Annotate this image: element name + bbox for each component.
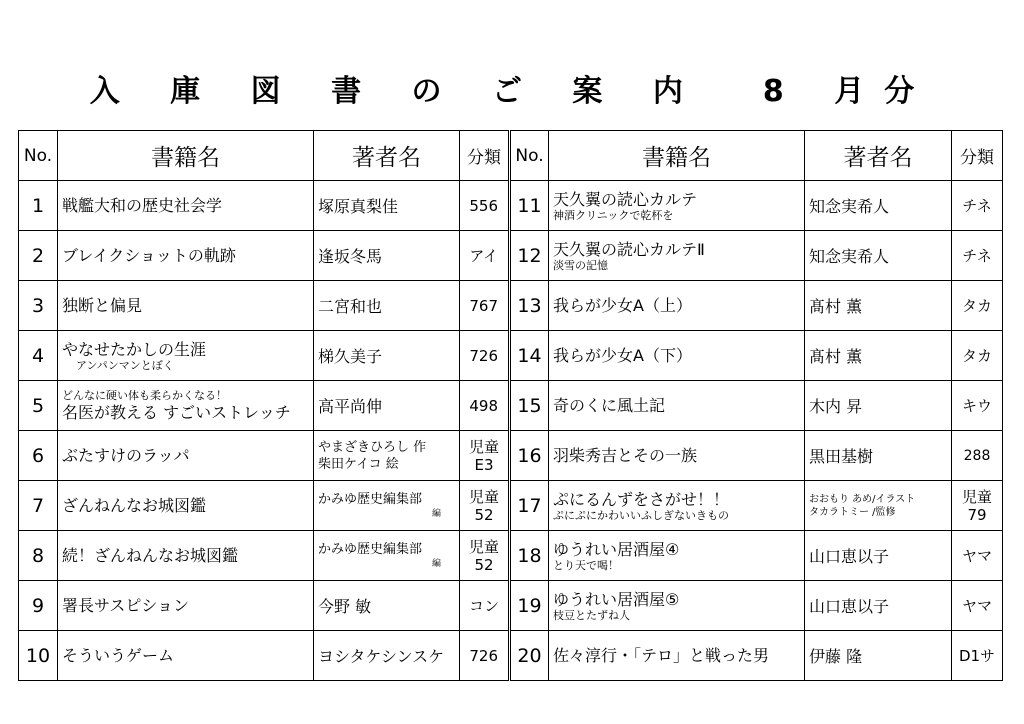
book-subtitle: ぷにぷにかわいいふしぎないきもの	[553, 508, 729, 522]
book-title-text: ぶたすけのラッパ	[62, 446, 190, 465]
table-row	[19, 281, 1003, 331]
book-author: 山口恵以子	[805, 531, 952, 581]
book-list-table	[18, 130, 1003, 681]
book-title	[549, 431, 805, 481]
book-title-text: ぷにるんずをさがせ！！	[553, 489, 730, 509]
book-category: ヤマ	[952, 531, 1003, 581]
header-category-right: 分類	[952, 131, 1003, 181]
book-author: 高平尚伸	[314, 381, 460, 431]
book-title	[58, 381, 314, 431]
book-category-line: E3	[474, 455, 494, 474]
book-title-text: 続！ざんねんなお城図鑑	[62, 546, 239, 565]
book-number: 5	[19, 381, 58, 431]
book-category: 767	[460, 281, 510, 331]
book-number: 10	[19, 631, 58, 681]
book-category	[460, 431, 510, 481]
table-row	[19, 231, 1003, 281]
book-number: 4	[19, 331, 58, 381]
book-title	[58, 631, 314, 681]
book-title	[549, 331, 805, 381]
table-row	[19, 181, 1003, 231]
book-author-line: タカラトミー /監修	[809, 506, 896, 518]
header-category-left: 分類	[460, 131, 510, 181]
header-row	[19, 131, 1003, 181]
book-number: 9	[19, 581, 58, 631]
book-author: 髙村 薫	[805, 281, 952, 331]
book-category: 556	[460, 181, 510, 231]
book-author-line: かみゆ歴史編集部	[318, 542, 423, 557]
book-title	[549, 281, 805, 331]
book-author: 逢坂冬馬	[314, 231, 460, 281]
book-category: タカ	[952, 281, 1003, 331]
book-category	[460, 481, 510, 531]
book-title-text: ゆうれい居酒屋④	[553, 539, 680, 559]
book-title-text: 独断と偏見	[62, 296, 143, 315]
book-category-line: 52	[474, 555, 494, 574]
book-author: 山口恵以子	[805, 581, 952, 631]
book-title	[58, 331, 314, 381]
book-category-line: 児童	[468, 537, 499, 556]
book-subtitle: とり天で喝！	[553, 558, 619, 572]
book-title-text: 戦艦大和の歴史社会学	[62, 196, 223, 215]
book-title-text: 羽柴秀吉とその一族	[553, 446, 698, 465]
book-title-text: ブレイクショットの軌跡	[62, 246, 236, 265]
book-title	[549, 231, 805, 281]
book-category: チネ	[952, 231, 1003, 281]
book-category-line: 児童	[468, 487, 499, 506]
book-number: 20	[510, 631, 549, 681]
header-book-title-left: 書籍名	[58, 131, 314, 181]
header-author-left: 著者名	[314, 131, 460, 181]
book-category: 726	[460, 631, 510, 681]
book-category: 498	[460, 381, 510, 431]
book-title	[549, 531, 805, 581]
book-author: 髙村 薫	[805, 331, 952, 381]
book-author: 塚原真梨佳	[314, 181, 460, 231]
book-title-text: 我らが少女A（上）	[553, 296, 692, 315]
book-title	[549, 381, 805, 431]
book-subtitle: 神酒クリニックで乾杯を	[553, 208, 674, 222]
book-title-text: そういうゲーム	[62, 646, 175, 665]
book-title	[549, 181, 805, 231]
book-category: D1サ	[952, 631, 1003, 681]
book-category: タカ	[952, 331, 1003, 381]
book-author-role: 編	[431, 559, 441, 569]
book-author: 知念実希人	[805, 181, 952, 231]
book-author	[314, 531, 460, 581]
book-number: 19	[510, 581, 549, 631]
book-title	[58, 481, 314, 531]
book-title	[58, 281, 314, 331]
book-author: 今野 敏	[314, 581, 460, 631]
book-title-text: 我らが少女A（下）	[553, 346, 692, 365]
header-no-right: No.	[510, 131, 549, 181]
table-row	[19, 431, 1003, 481]
book-category-line: 79	[967, 505, 987, 524]
book-title	[58, 231, 314, 281]
book-category: コン	[460, 581, 510, 631]
book-title-text: 署長サスピション	[62, 596, 190, 615]
book-author-role: 編	[431, 509, 441, 519]
book-title	[549, 631, 805, 681]
book-number: 2	[19, 231, 58, 281]
title-month: 8 月分	[762, 74, 935, 109]
book-number: 13	[510, 281, 549, 331]
book-author: 知念実希人	[805, 231, 952, 281]
table-row	[19, 531, 1003, 581]
book-author	[314, 431, 460, 481]
book-number: 17	[510, 481, 549, 531]
book-title-text: ざんねんなお城図鑑	[62, 496, 207, 515]
book-title-text: 佐々淳行・「テロ」と戦った男	[553, 646, 770, 665]
book-number: 12	[510, 231, 549, 281]
book-title	[58, 431, 314, 481]
book-number: 15	[510, 381, 549, 431]
book-title-text: 奇のくに風土記	[553, 396, 666, 415]
book-number: 14	[510, 331, 549, 381]
book-author-line: かみゆ歴史編集部	[318, 492, 423, 507]
book-number: 11	[510, 181, 549, 231]
book-author: 梯久美子	[314, 331, 460, 381]
book-category: 288	[952, 431, 1003, 481]
book-category-line: 52	[474, 505, 494, 524]
title-text: 入 庫 図 書 の ご 案 内	[89, 74, 703, 109]
book-subtitle: 枝豆とたずね人	[553, 608, 630, 622]
table-row	[19, 631, 1003, 681]
book-category: キウ	[952, 381, 1003, 431]
book-author-line: 柴田ケイコ 絵	[318, 456, 399, 472]
book-author: 二宮和也	[314, 281, 460, 331]
book-title	[58, 531, 314, 581]
book-title	[58, 181, 314, 231]
book-author-line: おおもり あめ/イラスト	[809, 493, 916, 505]
book-author	[805, 481, 952, 531]
book-category	[460, 531, 510, 581]
header-no-left: No.	[19, 131, 58, 181]
header-author-right: 著者名	[805, 131, 952, 181]
book-category: チネ	[952, 181, 1003, 231]
book-title-text: 名医が教える すごいストレッチ	[62, 403, 291, 422]
book-category-line: 児童	[961, 487, 992, 506]
book-title	[58, 581, 314, 631]
book-category: アイ	[460, 231, 510, 281]
book-author-line: やまざきひろし 作	[318, 439, 427, 455]
book-number: 18	[510, 531, 549, 581]
book-number: 16	[510, 431, 549, 481]
book-title	[549, 481, 805, 531]
book-title-text: 天久翼の読心カルテⅡ	[553, 239, 705, 259]
table-row	[19, 331, 1003, 381]
table-row	[19, 381, 1003, 431]
book-author: 黒田基樹	[805, 431, 952, 481]
book-number: 6	[19, 431, 58, 481]
book-title	[549, 581, 805, 631]
table-row	[19, 581, 1003, 631]
book-category: 726	[460, 331, 510, 381]
book-pretitle: どんなに硬い体も柔らかくなる！	[62, 389, 227, 402]
book-number: 1	[19, 181, 58, 231]
book-title-text: ゆうれい居酒屋⑤	[553, 589, 680, 609]
header-book-title-right: 書籍名	[549, 131, 805, 181]
page-title	[0, 72, 1024, 112]
book-number: 8	[19, 531, 58, 581]
book-category-line: 児童	[468, 437, 499, 456]
book-author	[314, 481, 460, 531]
book-title-text: やなせたかしの生涯	[62, 339, 207, 359]
book-author: 木内 昇	[805, 381, 952, 431]
book-subtitle: 淡雪の記憶	[553, 258, 608, 272]
book-subtitle: アンパンマンとぼく	[76, 358, 174, 372]
table-row	[19, 481, 1003, 531]
book-title-text: 天久翼の読心カルテ	[553, 189, 698, 209]
book-category	[952, 481, 1003, 531]
book-author: 伊藤 隆	[805, 631, 952, 681]
book-author: ヨシタケシンスケ	[314, 631, 460, 681]
book-number: 3	[19, 281, 58, 331]
book-category: ヤマ	[952, 581, 1003, 631]
book-number: 7	[19, 481, 58, 531]
